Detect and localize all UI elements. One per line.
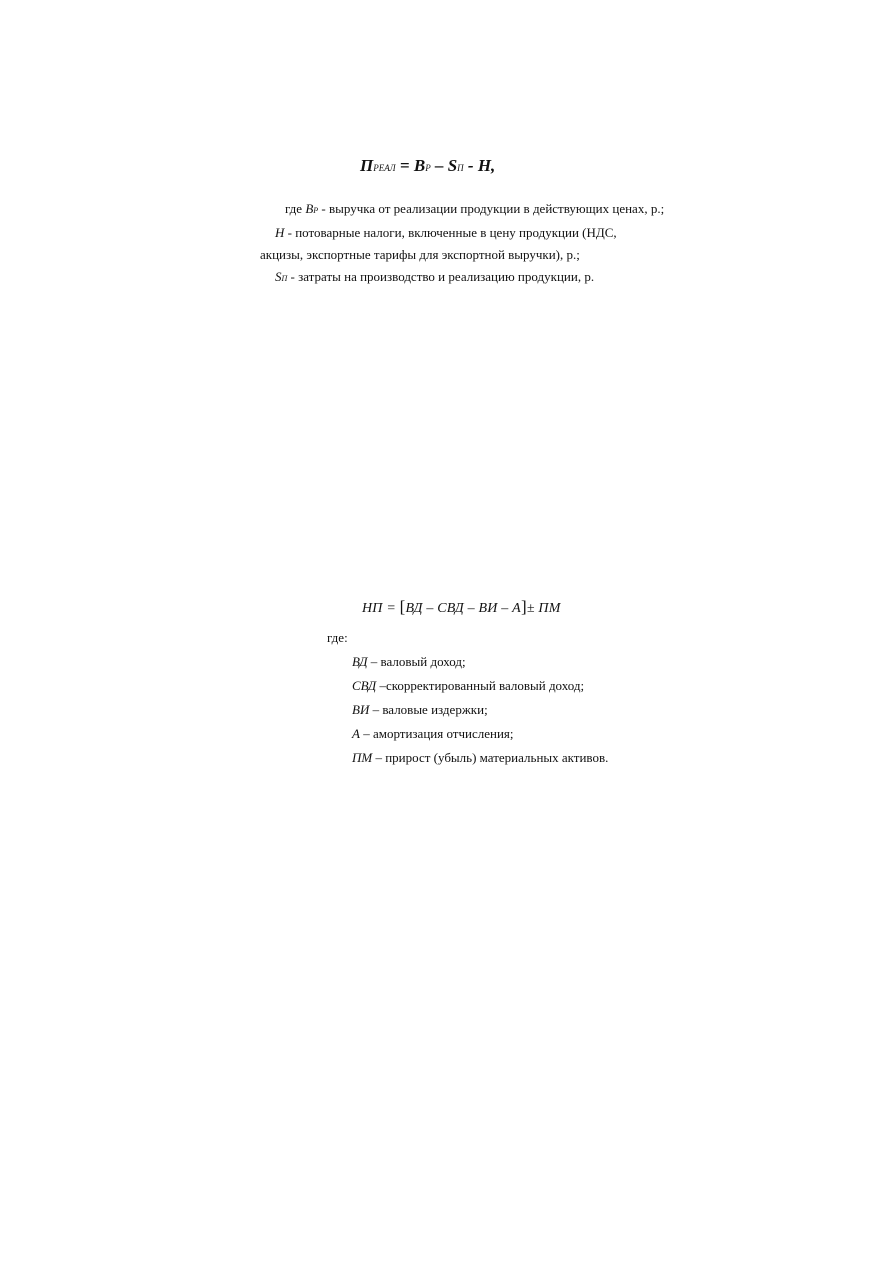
legend-line-taxes-cont bbox=[260, 244, 664, 266]
legend-item bbox=[327, 746, 608, 770]
legend-subscript: Р bbox=[313, 206, 319, 215]
legend-symbol: А bbox=[352, 726, 360, 741]
legend-line-revenue bbox=[260, 198, 664, 222]
formula-cost-subscript: П bbox=[457, 163, 464, 173]
legend-symbol: ВИ bbox=[352, 702, 370, 717]
formula-tail: ± ПМ bbox=[526, 601, 561, 616]
legend-symbol: ВД bbox=[352, 654, 368, 669]
legend-subscript: П bbox=[281, 274, 288, 283]
formula-profit-subscript: РЕАЛ bbox=[373, 163, 396, 173]
legend-text: - выручка от реализации продукции в действующих ценах, р.; bbox=[318, 201, 665, 216]
legend-text: акцизы, экспортные тарифы для экспортной выручки), р.; bbox=[260, 247, 580, 262]
formula-minus: – bbox=[430, 156, 448, 175]
legend-text: – амортизация отчисления; bbox=[359, 726, 514, 741]
formula-open-bracket: [ bbox=[399, 597, 406, 616]
legend-symbol: Н bbox=[275, 225, 285, 240]
formula-revenue-subscript: Р bbox=[425, 163, 431, 173]
formula-body: ВД – СВД – ВИ – А bbox=[405, 601, 521, 616]
legend-text: - затраты на производство и реализацию продукции, р. bbox=[287, 269, 595, 284]
legend-text: – валовые издержки; bbox=[369, 702, 488, 717]
net-profit-legend bbox=[327, 626, 608, 770]
formula-profit-symbol: П bbox=[360, 156, 374, 175]
formula-cost-symbol: S bbox=[447, 156, 458, 175]
legend-text: - потоварные налоги, включенные в цену продукции (НДС, bbox=[284, 225, 617, 240]
profit-formula-legend bbox=[260, 198, 664, 290]
legend-line-costs bbox=[260, 266, 664, 290]
formula-equals: = bbox=[395, 156, 414, 175]
legend-symbol: B bbox=[305, 201, 314, 216]
formula-revenue-symbol: В bbox=[413, 156, 426, 175]
legend-line-taxes bbox=[260, 222, 664, 244]
formula-lhs: НП = bbox=[362, 601, 400, 616]
legend-symbol: ПМ bbox=[352, 750, 373, 765]
legend-text: –скорректированный валовый доход; bbox=[376, 678, 585, 693]
legend-symbol: СВД bbox=[352, 678, 377, 693]
legend-text: – прирост (убыль) материальных активов. bbox=[372, 750, 609, 765]
legend-item bbox=[327, 674, 608, 698]
legend-text: – валовый доход; bbox=[367, 654, 466, 669]
net-profit-formula bbox=[362, 597, 561, 617]
legend-item bbox=[327, 698, 608, 722]
legend-intro: где: bbox=[327, 630, 348, 645]
legend-item bbox=[327, 650, 608, 674]
legend-prefix: где bbox=[285, 201, 306, 216]
legend-item bbox=[327, 722, 608, 746]
formula-tax-symbol: Н, bbox=[477, 156, 496, 175]
legend-symbol: S bbox=[275, 269, 282, 284]
formula-close-bracket: ] bbox=[520, 597, 527, 616]
profit-formula bbox=[360, 156, 495, 176]
formula-minus: - bbox=[463, 156, 478, 175]
